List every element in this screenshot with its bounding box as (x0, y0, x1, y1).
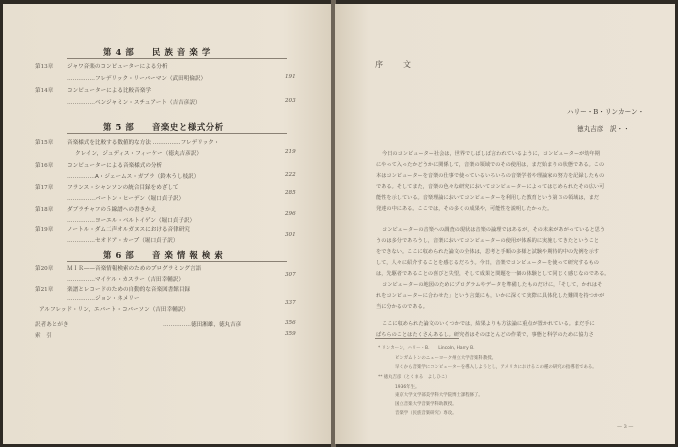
footnote-line: 1936年生。 (395, 385, 420, 390)
chapter-13-page: 191 (285, 74, 296, 80)
left-page (3, 4, 333, 444)
part-4-rule (67, 58, 287, 59)
chapter-20-number: 第20章 (35, 266, 54, 272)
preface-body-line: 当に分かるのである。 (376, 304, 428, 310)
index-label: 索 引 (35, 333, 52, 339)
chapter-19-title: ノートル・ダム二声オルガヌスにおける音律研究 (67, 227, 190, 233)
footnote-line: ビンガムトンのニューヨーク州立大学音楽科教授。 (395, 356, 496, 361)
chapter-13-title: ジャワ音楽のコンピューターによる分析 (67, 64, 168, 70)
footnote-line: 音楽学（民族音楽研究）専攻。 (395, 411, 457, 416)
preface-body-line: 今日のコンピューター社会は，世界でしばしば言われているように，コンピューターが幼年期 (382, 151, 600, 157)
preface-body-line: をできない。ここに収められた論文の全体は，思考と手順の多様と試験や期待的中の先例を示す (376, 249, 600, 255)
footnote-line: ** 徳丸吉彦（とくまる よしひこ） (378, 375, 450, 380)
part-5-heading (103, 121, 224, 133)
chapter-20-title: ＭＩＲ——音楽情報検索のためのプログラミング言語 (67, 266, 202, 272)
afterword-page: 356 (285, 320, 296, 326)
chapter-13-number: 第13章 (35, 64, 54, 70)
page-number: — 3 — (617, 424, 634, 430)
chapter-15-author: クレイン，ジュディス・フィーケー（徳丸吉彦訳） (75, 151, 202, 157)
part-5-rule (67, 133, 287, 134)
chapter-13-author: ……………フレデリック・リーバーマン（武田明倫訳） (67, 76, 207, 82)
chapter-18-page: 296 (285, 211, 296, 217)
chapter-16-page: 222 (285, 172, 296, 178)
preface-body-line: 能性を示している。音楽理論においてコンピューターを利用した教育という第３の領域は，まだ (376, 195, 600, 201)
afterword-label: 訳者あとがき (35, 322, 69, 328)
chapter-21-page: 337 (285, 300, 296, 306)
part-5-title: 音楽史と様式分析 (151, 122, 224, 132)
footnote-line: 国立音楽大学音楽学科助教授。 (395, 402, 457, 407)
part-4-heading (103, 46, 211, 58)
chapter-19-page: 301 (285, 232, 296, 238)
chapter-17-page: 285 (285, 190, 296, 196)
chapter-16-author: ……………A・ジェームス・ガブラ（鈴木うし枝訳） (67, 174, 200, 180)
chapter-15-number: 第15章 (35, 140, 54, 146)
chapter-14-author: ……………ベンジャミン・スチュアート（吉吉彦訳） (67, 100, 201, 106)
chapter-18-author: ……………ヨーエル・ベルトイゲン（堀口貞子訳） (67, 218, 196, 224)
part-6-title: 音 楽 情 報 検 索 (151, 250, 224, 260)
chapter-18-title: ダブラチャフの５線譜への書きかえ (67, 207, 157, 213)
preface-body-line: 本はコンピューターを音楽の仕事で使っているいろいろの音楽学者や理論家の努力を記録したもの (376, 173, 605, 179)
preface-body-line: うのは多分であろうし，音楽においてコンピューターの使用が体系的に実施してきたということ (376, 238, 600, 244)
preface-body-line: 発達の中にある。ここでは，その多くの成果や，可能性を説明したかった。 (376, 206, 553, 212)
part-4-title: 民 族 音 楽 学 (151, 47, 211, 57)
right-page (335, 4, 675, 444)
preface-body-line: して，人々に紹介することを感じるだろう。今日，音楽でコンピューターを使って研究するもの (376, 260, 599, 266)
part-5-label: 第 5 部 (103, 122, 135, 132)
chapter-20-page: 307 (285, 272, 296, 278)
chapter-16-title: コンピューターによる音楽様式の分析 (67, 163, 163, 169)
footnote-line: * リンカーン，ハリー・B. Lincoln, Harry B. (378, 346, 475, 351)
chapter-17-title: フランス・シャンソンの統合目録をめざして (67, 185, 179, 191)
footnote-line: 東京大学文学部美学科大学院博士課程修了。 (395, 393, 483, 398)
preface-title: 序 文 (375, 60, 417, 69)
index-page: 359 (285, 331, 296, 337)
preface-body-line: である。そしてまた，音楽の色々な研究においてコンピューターによってはじめられたその広い可 (376, 184, 605, 190)
chapter-17-author: ……………バートン・ヒーデン（堀口貞子訳） (67, 196, 185, 202)
afterword-translators: ……………徳田湘雄，徳丸吉彦 (163, 322, 242, 328)
part-6-label: 第 6 部 (103, 250, 135, 260)
part-6-rule (67, 261, 287, 262)
part-4-label: 第 4 部 (103, 47, 135, 57)
preface-translator: 徳丸吉彦 訳・・ (577, 125, 630, 133)
chapter-21-number: 第21章 (35, 287, 54, 293)
preface-body-line: ぱちらのことはたくさんあるし。研究者はそのほとんどの作業で，事態と科学のために協力さ (376, 332, 594, 338)
chapter-14-title: コンピューターによる比較音楽学 (67, 88, 151, 94)
chapter-18-number: 第18章 (35, 207, 54, 213)
footnote-line: 早くから音楽学にコンピューターを導入しようとし，アメリカにおけるこの種の研究の指導者である。 (395, 365, 597, 370)
preface-body-line: コンピューターの地図のためにプログラムやデータを準備したものだけに，「そして，かれはそ (382, 282, 603, 288)
chapter-21-author-2: アルフレッド・リン，エバート・コバーソン（吉田幸輔訳） (39, 307, 189, 313)
chapter-15-page: 219 (285, 149, 296, 155)
chapter-21-title: 楽譜とレコードのための自動的な音楽図書館目録 (67, 287, 191, 293)
chapter-15-title: 音楽様式を比較する数値的な方法 ……………フレデリック・ (67, 140, 220, 146)
chapter-19-author: ……………セオドア・カープ（堀口貞子訳） (67, 238, 179, 244)
preface-body-line: れをコンピューターに合わせた」という言葉にも，いかに深くて実際に具体化した難問を持つかが (376, 293, 605, 299)
preface-author: ハリー・B・リンカーン・ (567, 108, 645, 116)
part-6-heading (103, 249, 223, 261)
chapter-19-number: 第19章 (35, 227, 54, 233)
chapter-14-number: 第14章 (35, 88, 54, 94)
chapter-14-page: 203 (285, 98, 296, 104)
chapter-21-author-1: ……………ジョン・ネメリー (67, 296, 140, 302)
preface-body-line: ここに収められた論文のいくつかでは，結果よりも方法論に重点が置かれている。まだ手に (382, 321, 595, 327)
preface-body-line: は，先駆者であることの喜びと失望，そして成果と問題を一個の体験として同じく感じなのである。 (376, 271, 610, 277)
chapter-16-number: 第16章 (35, 163, 54, 169)
preface-body-line: コンピューターの音楽への調査の現状は音楽の論理ではあるが，その未来があがっていると思う (382, 227, 606, 233)
chapter-17-number: 第17章 (35, 185, 54, 191)
chapter-20-author: ……………マイケル・カスラー（吉田幸輔訳） (67, 277, 184, 283)
footnote-rule (375, 338, 459, 339)
preface-body-line: にやって入ったかどうかに関係して，音楽の領域でのその使用は，まだ始まりの状態である。この (376, 162, 605, 168)
